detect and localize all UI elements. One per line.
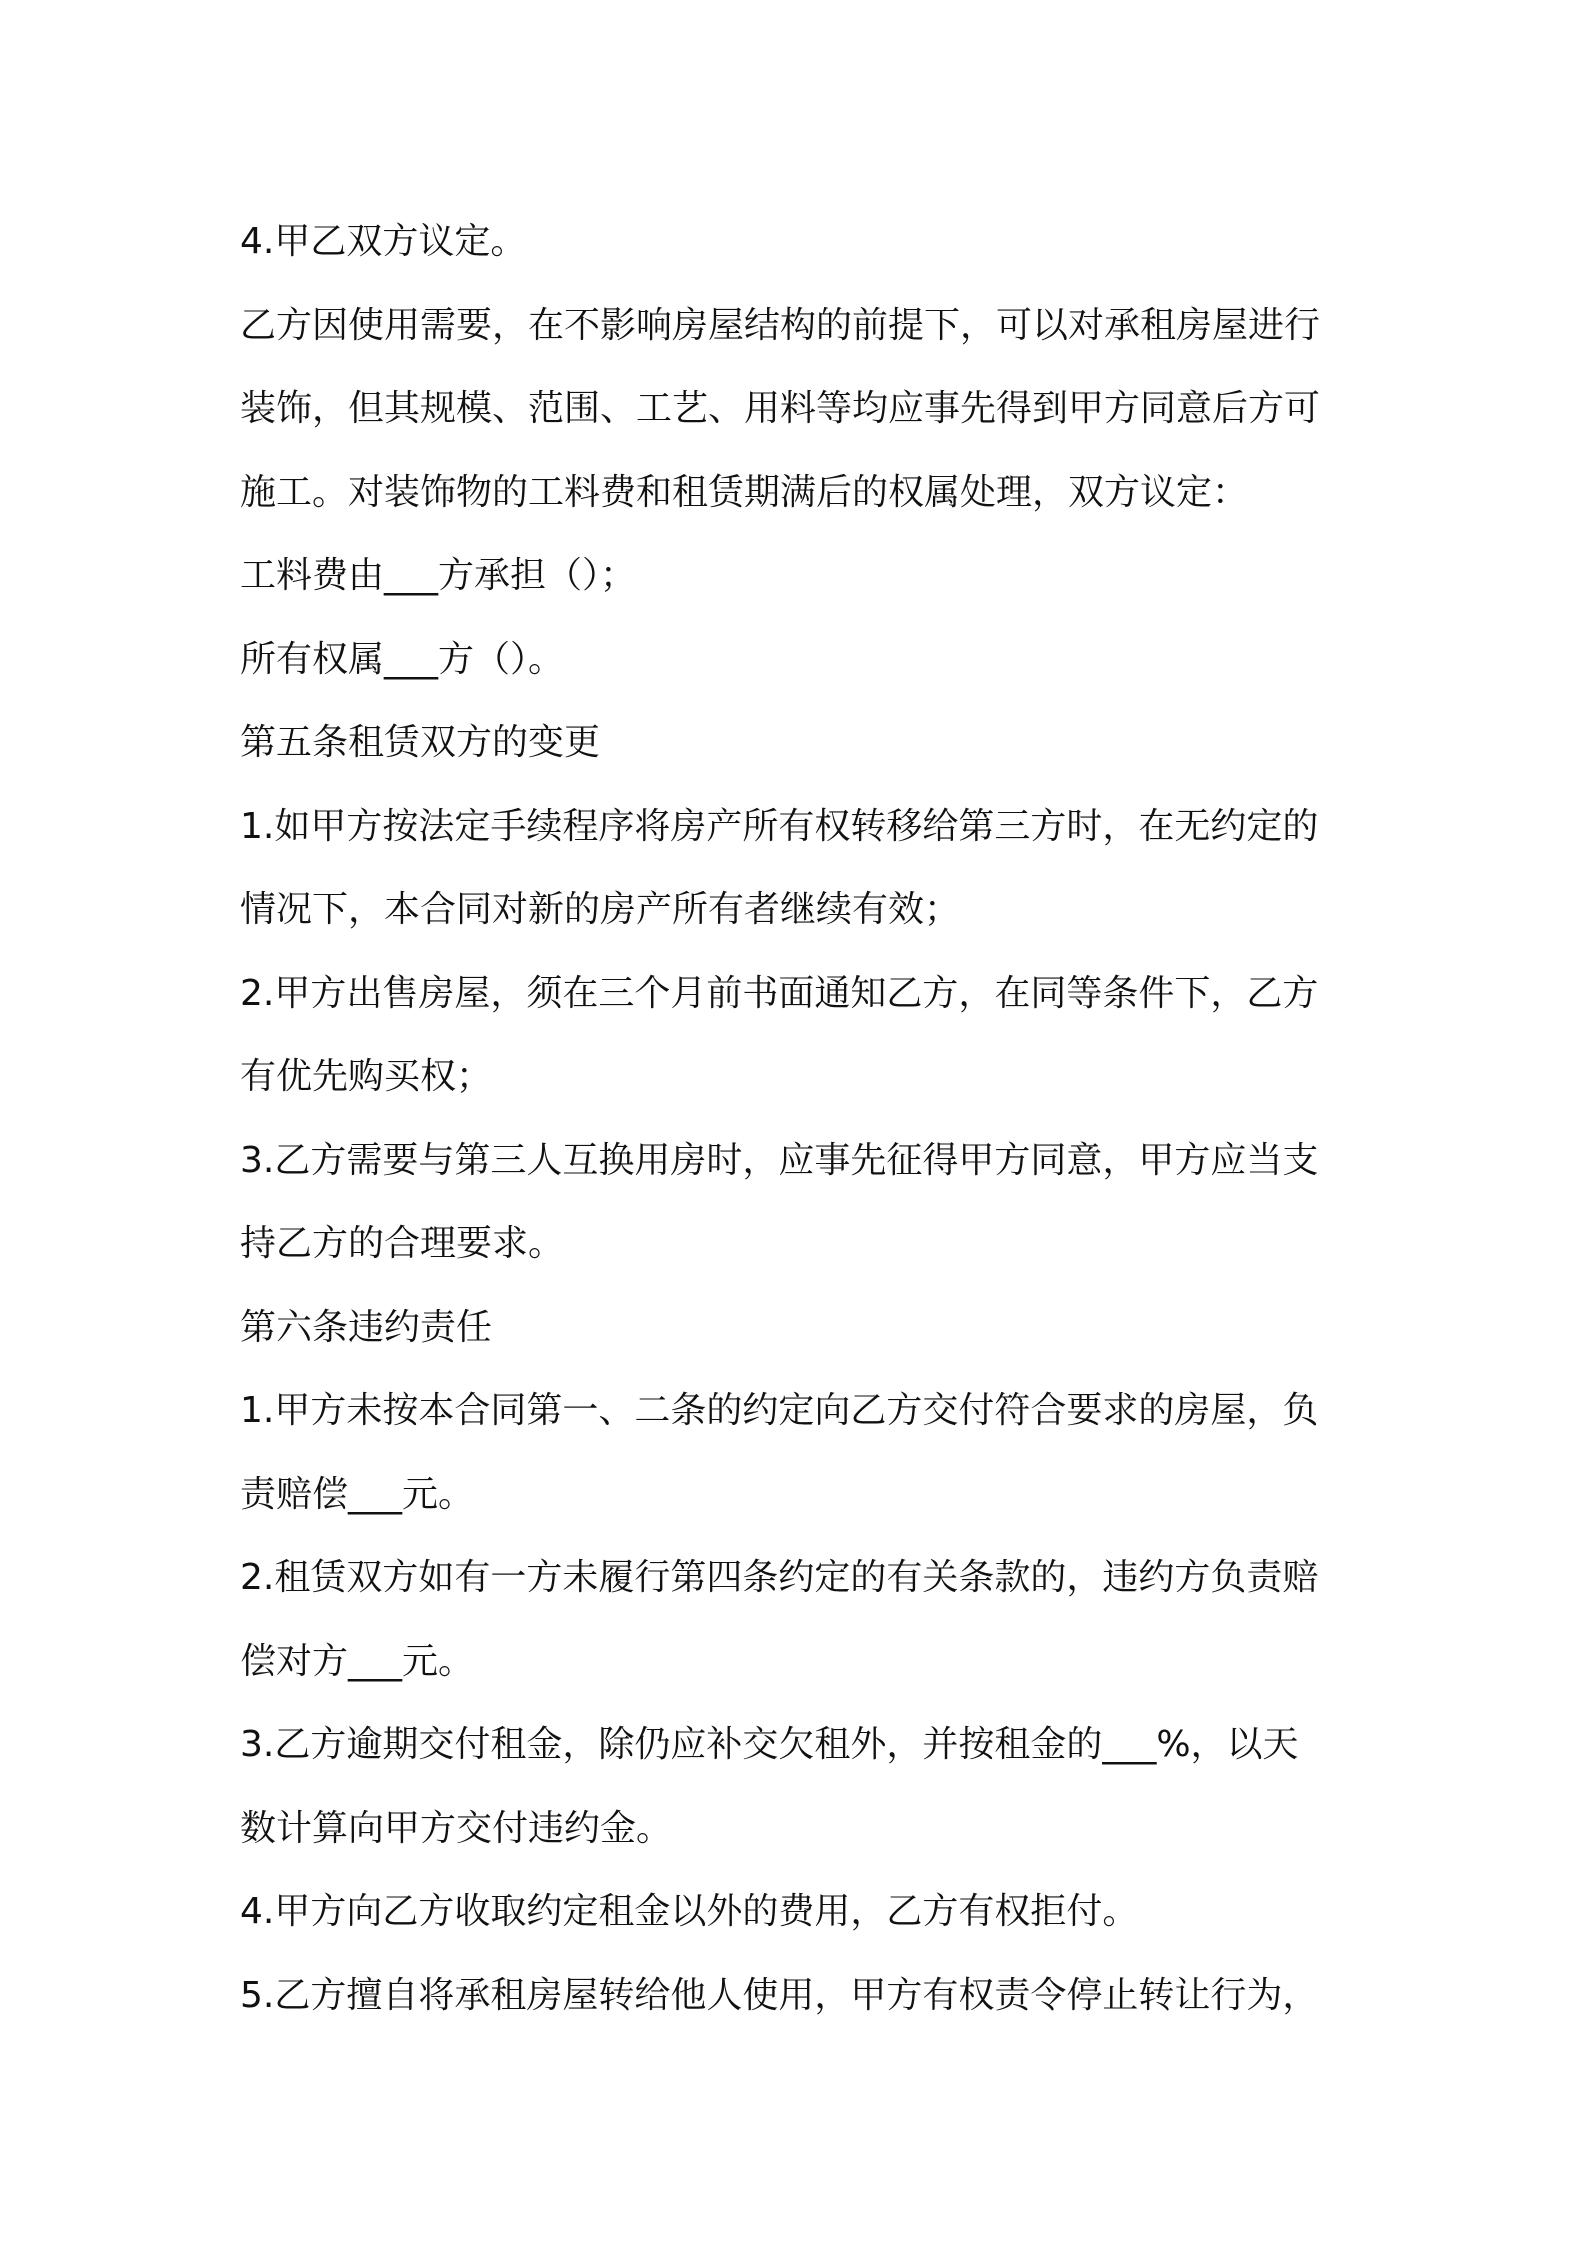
article-6-title: 第六条违约责任 bbox=[240, 1306, 493, 1348]
paragraph-line: 2.租赁双方如有一方未履行第四条约定的有关条款的，违约方负责赔 bbox=[240, 1557, 1319, 1598]
clause-4-heading: 4.甲乙双方议定。 bbox=[240, 221, 527, 262]
paragraph-line: 3.乙方逾期交付租金，除仍应补交欠租外，并按租金的___%，以天 bbox=[240, 1724, 1299, 1765]
paragraph-line: 责赔偿___元。 bbox=[240, 1473, 475, 1515]
material-cost-line: 工料费由___方承担（）； bbox=[240, 555, 637, 596]
paragraph-line: 施工。对装饰物的工料费和租赁期满后的权属处理，双方议定： bbox=[240, 471, 1249, 513]
paragraph-line: 持乙方的合理要求。 bbox=[240, 1223, 565, 1264]
document-body bbox=[240, 200, 1370, 2037]
paragraph-line: 情况下，本合同对新的房产所有者继续有效； bbox=[240, 889, 961, 930]
paragraph-line: 4.甲方向乙方收取约定租金以外的费用，乙方有权拒付。 bbox=[240, 1891, 1139, 1932]
paragraph-line: 偿对方___元。 bbox=[240, 1640, 475, 1682]
paragraph-line: 2.甲方出售房屋，须在三个月前书面通知乙方，在同等条件下，乙方 bbox=[240, 972, 1319, 1014]
paragraph-line: 3.乙方需要与第三人互换用房时，应事先征得甲方同意，甲方应当支 bbox=[240, 1139, 1319, 1181]
paragraph-line: 5.乙方擅自将承租房屋转给他人使用，甲方有权责令停止转让行为， bbox=[240, 1974, 1319, 2016]
paragraph-line: 乙方因使用需要，在不影响房屋结构的前提下，可以对承租房屋进行 bbox=[240, 304, 1321, 346]
paragraph-line: 数计算向甲方交付违约金。 bbox=[240, 1807, 673, 1849]
ownership-line: 所有权属___方（）。 bbox=[240, 638, 565, 680]
paragraph-line: 装饰，但其规模、范围、工艺、用料等均应事先得到甲方同意后方可 bbox=[240, 388, 1321, 429]
paragraph-line: 1.甲方未按本合同第一、二条的约定向乙方交付符合要求的房屋，负 bbox=[240, 1390, 1319, 1431]
paragraph-line: 1.如甲方按法定手续程序将房产所有权转移给第三方时，在无约定的 bbox=[240, 805, 1319, 847]
article-5-title: 第五条租赁双方的变更 bbox=[240, 722, 601, 763]
paragraph-line: 有优先购买权； bbox=[240, 1056, 493, 1097]
